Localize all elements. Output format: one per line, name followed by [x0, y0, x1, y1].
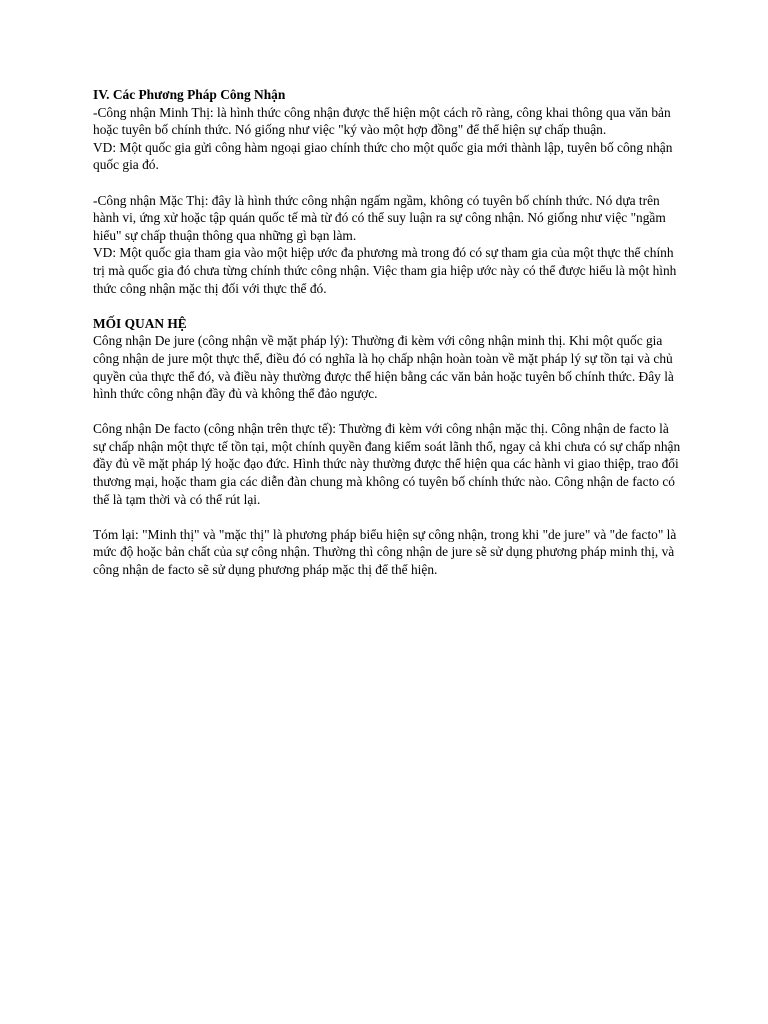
de-facto-paragraph: Công nhận De facto (công nhận trên thực tế): Thường đi kèm với công nhận mặc thị. Công nhận de facto là sự chấp nhận một thực tế tồn tại, một chính quyền đang kiểm soát lãnh thổ, ngay cả khi chưa có sự chấp nhận đầy đủ về mặt pháp lý hoặc đạo đức. Hình thức này thường được thể hiện qua các hành vi giao thiệp, trao đổi thương mại, hoặc tham gia các diễn đàn chung mà không có tuyên bố chính thức nào. Công nhận de facto có thể là tạm thời và có thể rút lại.	[93, 421, 681, 507]
de-jure-paragraph: Công nhận De jure (công nhận về mặt pháp lý): Thường đi kèm với công nhận minh thị. Khi một quốc gia công nhận de jure một thực thể, điều đó có nghĩa là họ chấp nhận hoàn toàn về mặt pháp lý sự tồn tại và chủ quyền của thực thể đó, và điều này thường được thể hiện bằng các văn bản hoặc tuyên bố chính thức. Đây là hình thức công nhận đầy đủ và không thể đảo ngược.	[93, 333, 674, 402]
paragraph-spacer	[93, 508, 683, 526]
section-title: IV. Các Phương Pháp Công Nhận	[93, 87, 286, 102]
paragraph-spacer	[93, 174, 683, 192]
relation-title: MỐI QUAN HỆ	[93, 315, 187, 331]
implicit-recognition-definition: -Công nhận Mặc Thị: đây là hình thức công nhận ngấm ngầm, không có tuyên bố chính thức. Nó dựa trên hành vi, ứng xử hoặc tập quán quốc tế mà từ đó có thể suy luận ra sự công nhận. Nó giống như việc "ngầm hiểu" sự chấp thuận thông qua những gì bạn làm.	[93, 192, 666, 243]
document-body	[93, 86, 683, 579]
explicit-recognition-definition: -Công nhận Minh Thị: là hình thức công nhận được thể hiện một cách rõ ràng, công khai thông qua văn bản hoặc tuyên bố chính thức. Nó giống như việc "ký vào một hợp đồng" để thể hiện sự chấp thuận.	[93, 104, 671, 138]
explicit-recognition-example: VD: Một quốc gia gửi công hàm ngoại giao chính thức cho một quốc gia mới thành lập, tuyên bố công nhận quốc gia đó.	[93, 139, 673, 173]
implicit-recognition-example: VD: Một quốc gia tham gia vào một hiệp ước đa phương mà trong đó có sự tham gia của một thực thể chính trị mà quốc gia đó chưa từng chính thức công nhận. Việc tham gia hiệp ước này có thể được hiểu là một hình thức công nhận mặc thị đối với thực thể đó.	[93, 245, 677, 296]
summary-paragraph: Tóm lại: "Minh thị" và "mặc thị" là phương pháp biểu hiện sự công nhận, trong khi "de jure" và "de facto" là mức độ hoặc bản chất của sự công nhận. Thường thì công nhận de jure sẽ sử dụng phương pháp minh thị, và công nhận de facto sẽ sử dụng phương pháp mặc thị để thể hiện.	[93, 526, 677, 578]
paragraph-spacer	[93, 403, 683, 421]
paragraph-spacer	[93, 297, 683, 315]
